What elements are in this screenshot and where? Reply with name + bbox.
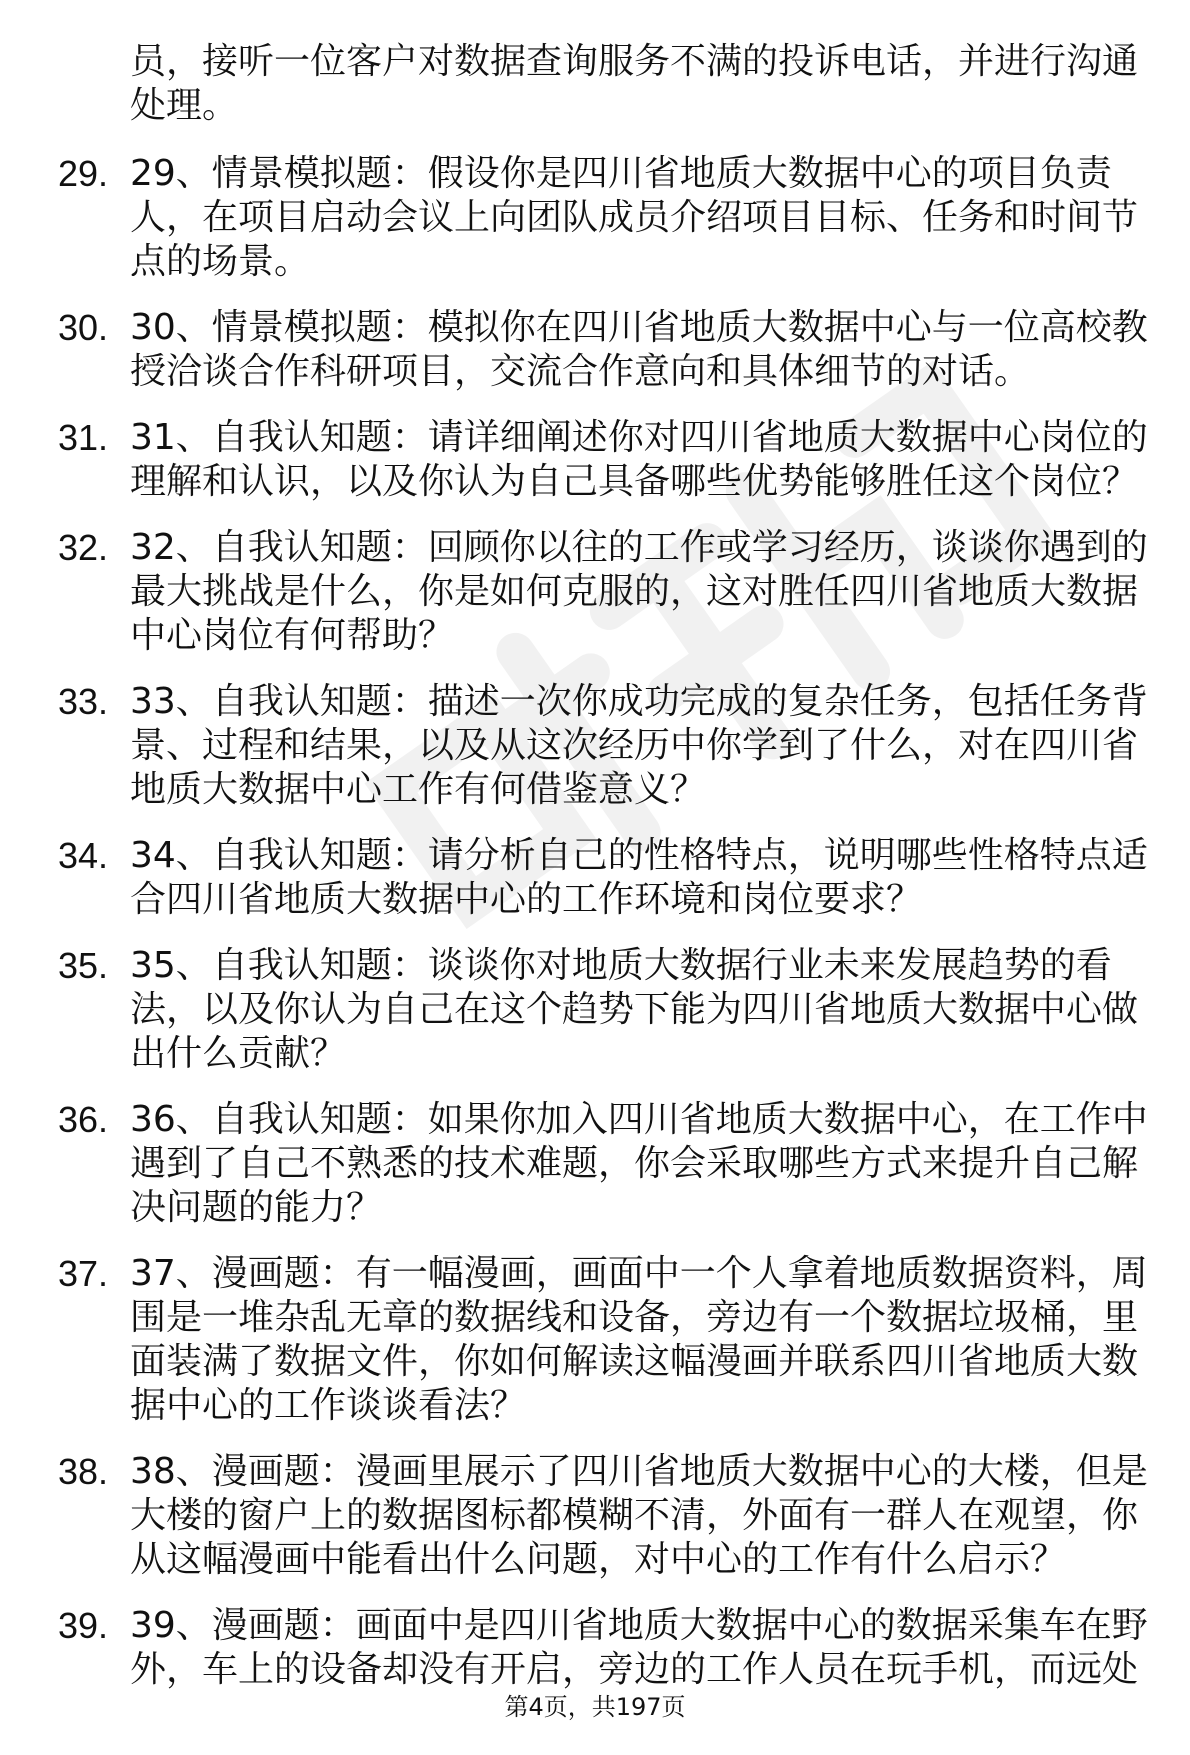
question-number: 39.: [58, 1605, 109, 1646]
question-list: [0, 152, 1190, 1692]
question-number: 32.: [58, 527, 109, 568]
question-text: 35、自我认知题：谈谈你对地质大数据行业未来发展趋势的看法，以及你认为自己在这个趋势下能为四川省地质大数据中心做出什么贡献？: [130, 945, 1139, 1074]
list-item: [0, 1604, 1160, 1692]
question-text: 29、情景模拟题：假设你是四川省地质大数据中心的项目负责人，在项目启动会议上向团队成员介绍项目目标、任务和时间节点的场景。: [130, 153, 1139, 282]
continuation-paragraph: 员，接听一位客户对数据查询服务不满的投诉电话，并进行沟通处理。: [130, 41, 1139, 126]
question-number: 34.: [58, 835, 109, 876]
list-item: [0, 152, 1160, 284]
question-number: 35.: [58, 945, 109, 986]
question-number: 29.: [58, 153, 109, 194]
list-item: [0, 834, 1160, 922]
list-item: [0, 1252, 1160, 1428]
list-item: [0, 306, 1160, 394]
question-number: 31.: [58, 417, 109, 458]
list-item: [0, 526, 1160, 658]
question-text: 34、自我认知题：请分析自己的性格特点，说明哪些性格特点适合四川省地质大数据中心的工作环境和岗位要求？: [130, 835, 1148, 920]
list-item: [0, 680, 1160, 812]
question-text: 36、自我认知题：如果你加入四川省地质大数据中心，在工作中遇到了自己不熟悉的技术难题，你会采取哪些方式来提升自己解决问题的能力？: [130, 1099, 1148, 1228]
question-number: 38.: [58, 1451, 109, 1492]
question-number: 37.: [58, 1253, 109, 1294]
question-number: 33.: [58, 681, 109, 722]
list-item: [0, 944, 1160, 1076]
document-body: [0, 40, 1190, 1714]
question-text: 30、情景模拟题：模拟你在四川省地质大数据中心与一位高校教授洽谈合作科研项目，交流合作意向和具体细节的对话。: [130, 307, 1148, 392]
question-text: 39、漫画题：画面中是四川省地质大数据中心的数据采集车在野外，车上的设备却没有开启，旁边的工作人员在玩手机，而远处: [130, 1605, 1148, 1690]
question-text: 33、自我认知题：描述一次你成功完成的复杂任务，包括任务背景、过程和结果，以及从这次经历中你学到了什么，对在四川省地质大数据中心工作有何借鉴意义？: [130, 681, 1148, 810]
question-number: 30.: [58, 307, 109, 348]
list-item: [0, 416, 1160, 504]
question-text: 37、漫画题：有一幅漫画，画面中一个人拿着地质数据资料，周围是一堆杂乱无章的数据线和设备，旁边有一个数据垃圾桶，里面装满了数据文件，你如何解读这幅漫画并联系四川省地质大数据中心的工作谈谈看法？: [130, 1253, 1148, 1426]
question-number: 36.: [58, 1099, 109, 1140]
question-text: 31、自我认知题：请详细阐述你对四川省地质大数据中心岗位的理解和认识，以及你认为自己具备哪些优势能够胜任这个岗位？: [130, 417, 1148, 502]
page-footer: 第4页，共197页: [504, 1693, 686, 1721]
question-text: 38、漫画题：漫画里展示了四川省地质大数据中心的大楼，但是大楼的窗户上的数据图标都模糊不清，外面有一群人在观望，你从这幅漫画中能看出什么问题，对中心的工作有什么启示？: [130, 1451, 1148, 1580]
list-item: [0, 1450, 1160, 1582]
question-text: 32、自我认知题：回顾你以往的工作或学习经历，谈谈你遇到的最大挑战是什么，你是如何克服的，这对胜任四川省地质大数据中心岗位有何帮助？: [130, 527, 1148, 656]
list-item: [0, 1098, 1160, 1230]
